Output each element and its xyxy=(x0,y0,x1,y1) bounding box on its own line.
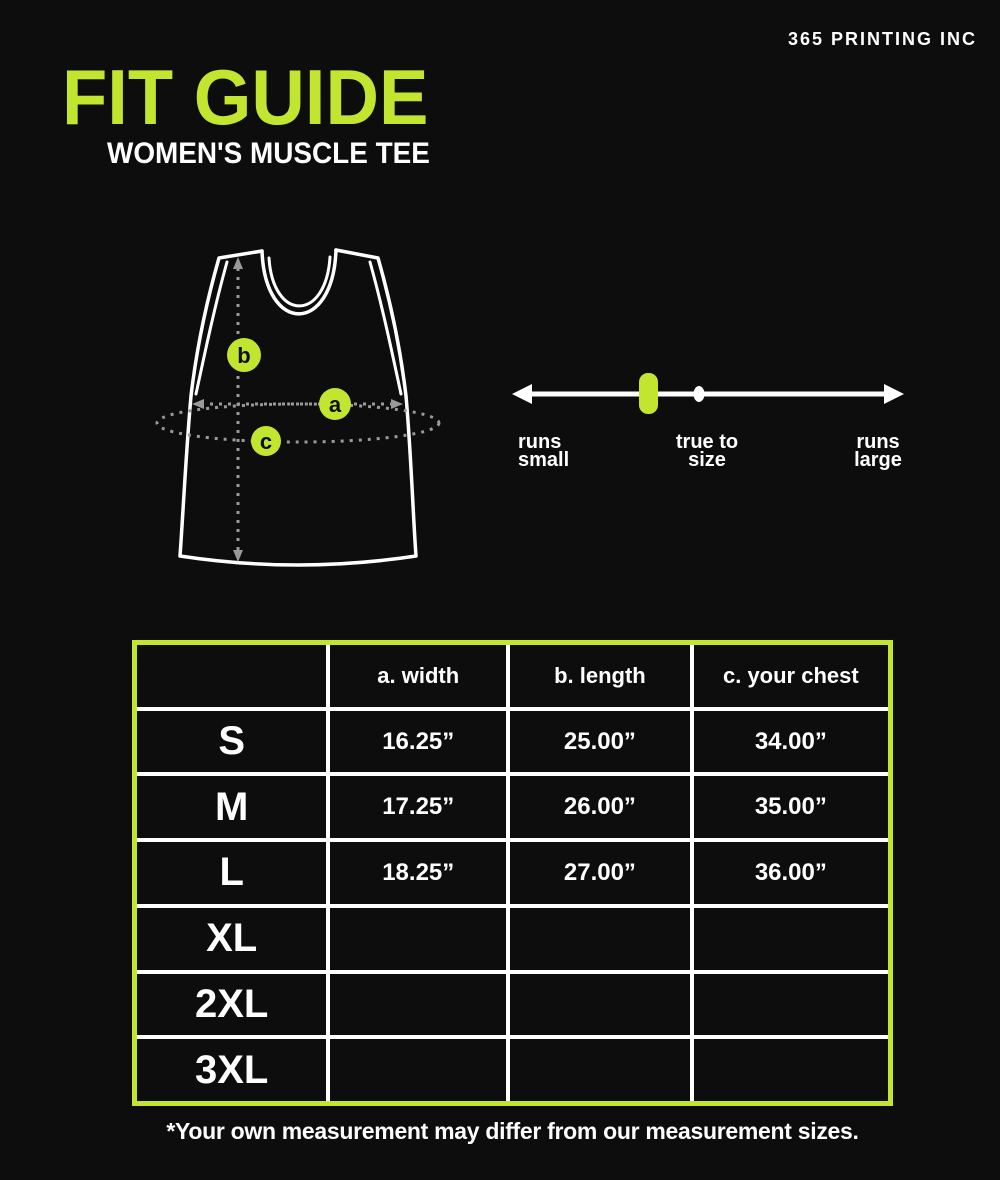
row-2xl-chest xyxy=(694,974,888,1036)
fit-scale-arrow-left-icon xyxy=(512,384,532,404)
row-m-size: M xyxy=(137,776,326,838)
row-m-length: 26.00” xyxy=(510,776,690,838)
row-3xl-width xyxy=(330,1039,506,1101)
row-xl-size: XL xyxy=(137,908,326,970)
runs-small-line2: small xyxy=(518,449,570,471)
brand-name: 365 PRINTING INC xyxy=(787,29,977,49)
runs-small-line1: runs xyxy=(518,431,562,453)
row-l-chest: 36.00” xyxy=(694,842,888,904)
runs-large-line2: large xyxy=(854,449,902,471)
row-xl-length xyxy=(510,908,690,970)
column-header-width: a. width xyxy=(330,645,506,707)
marker-a-letter: a xyxy=(328,392,342,417)
fit-scale xyxy=(505,368,915,428)
true-to-size-tick xyxy=(694,386,705,402)
row-s-size: S xyxy=(137,711,326,773)
row-2xl-width xyxy=(330,974,506,1036)
true-to-size-line2: size xyxy=(688,449,726,471)
muscle-tee-diagram xyxy=(130,235,460,585)
true-to-size-line1: true to xyxy=(675,431,739,453)
footnote: *Your own measurement may differ from our measurement sizes. xyxy=(166,1118,859,1144)
marker-a xyxy=(319,388,351,420)
size-table-grid xyxy=(137,645,888,1101)
width-arrow-left-icon xyxy=(192,399,204,409)
page-subtitle: WOMEN'S MUSCLE TEE xyxy=(107,137,430,170)
table-corner-cell xyxy=(137,645,326,707)
row-xl-chest xyxy=(694,908,888,970)
column-header-length: b. length xyxy=(510,645,690,707)
chest-measure-ellipse xyxy=(157,404,439,442)
length-arrow-up-icon xyxy=(233,257,243,269)
row-3xl-chest xyxy=(694,1039,888,1101)
fit-scale-arrow-right-icon xyxy=(884,384,904,404)
runs-large-label xyxy=(818,433,938,469)
runs-large-line1: runs xyxy=(856,431,900,453)
size-table xyxy=(132,640,893,1106)
true-to-size-label xyxy=(647,433,767,469)
row-s-chest: 34.00” xyxy=(694,711,888,773)
marker-c-letter: c xyxy=(259,429,273,454)
fit-indicator xyxy=(639,373,658,414)
row-2xl-size: 2XL xyxy=(137,974,326,1036)
row-3xl-length xyxy=(510,1039,690,1101)
marker-c xyxy=(251,426,281,456)
row-l-size: L xyxy=(137,842,326,904)
row-m-chest: 35.00” xyxy=(694,776,888,838)
column-header-chest: c. your chest xyxy=(694,645,888,707)
row-2xl-length xyxy=(510,974,690,1036)
row-l-length: 27.00” xyxy=(510,842,690,904)
runs-small-label xyxy=(518,433,569,469)
row-l-width: 18.25” xyxy=(330,842,506,904)
row-3xl-size: 3XL xyxy=(137,1039,326,1101)
shirt-neckline-inner xyxy=(269,257,330,306)
row-s-width: 16.25” xyxy=(330,711,506,773)
row-s-length: 25.00” xyxy=(510,711,690,773)
row-m-width: 17.25” xyxy=(330,776,506,838)
page-title: FIT GUIDE xyxy=(62,53,429,141)
length-arrow-down-icon xyxy=(233,550,243,562)
marker-b xyxy=(227,338,261,372)
row-xl-width xyxy=(330,908,506,970)
width-arrow-right-icon xyxy=(391,399,403,409)
marker-b-letter: b xyxy=(237,343,251,368)
